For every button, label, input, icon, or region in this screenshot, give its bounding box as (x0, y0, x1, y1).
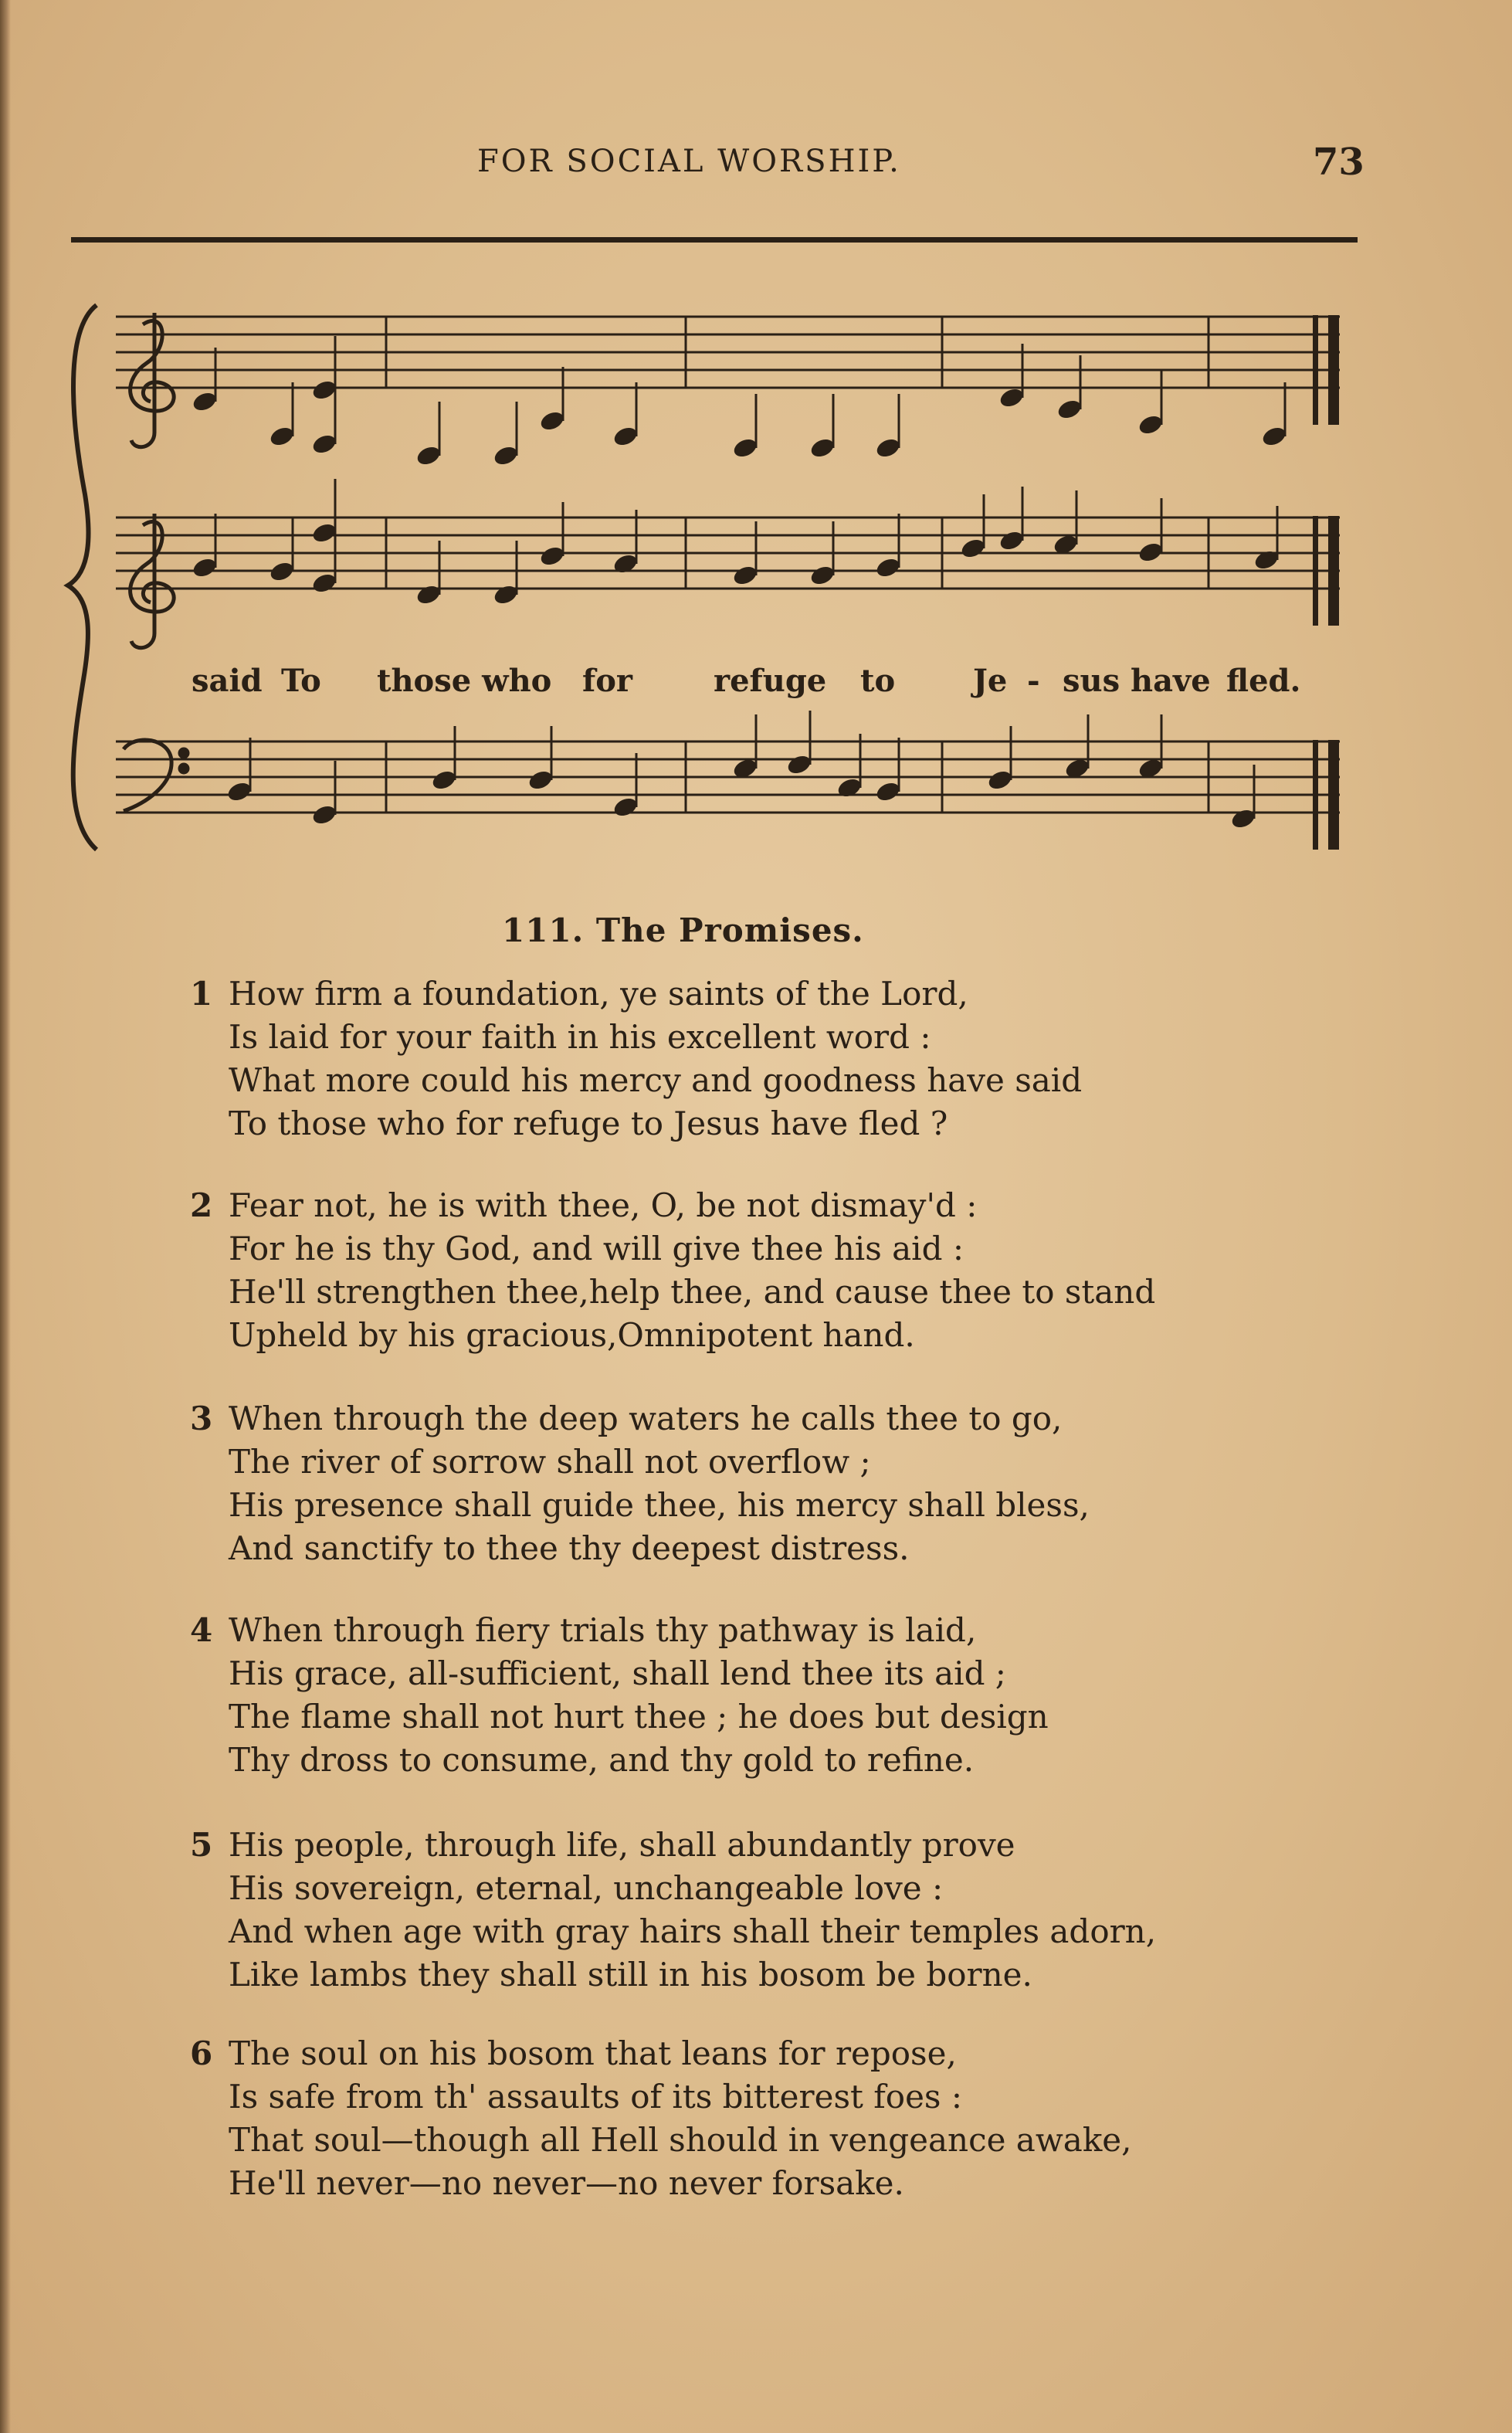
verse-line: His presence shall guide thee, his mercy shall bless, (229, 1486, 1090, 1524)
verse-line: Is safe from th' assaults of its bitterest foes : (229, 2078, 962, 2116)
verse-line: To those who for refuge to Jesus have fled ? (229, 1105, 948, 1142)
verse-line: How firm a foundation, ye saints of the Lord, (229, 975, 968, 1013)
note-head (1260, 425, 1288, 449)
note-head (731, 436, 759, 460)
verse-line: And when age with gray hairs shall their temples adorn, (229, 1912, 1157, 1950)
note-head (809, 564, 836, 588)
lyric-word: To (281, 663, 321, 699)
verse-number: 3 (190, 1400, 213, 1437)
lyric-word: to (860, 663, 896, 699)
verse-number: 4 (190, 1611, 213, 1649)
note-head (492, 444, 520, 468)
note-head (874, 436, 902, 460)
brace (68, 305, 97, 850)
note-head (612, 796, 639, 819)
verse-line: Like lambs they shall still in his bosom be borne. (229, 1956, 1032, 1994)
lyric-word: fled. (1226, 663, 1301, 699)
note-head (310, 572, 338, 596)
note-head (191, 556, 219, 580)
verse-line: His grace, all-sufficient, shall lend thee its aid ; (229, 1654, 1006, 1692)
note-head (1137, 413, 1165, 437)
verse-number: 2 (190, 1186, 213, 1224)
lyric-word: refuge (714, 663, 827, 699)
note-head (527, 769, 554, 792)
verse-number: 1 (190, 975, 213, 1013)
verse-line: He'll never—no never—no never forsake. (229, 2164, 904, 2202)
note-head (612, 552, 639, 576)
hymn-title: 111. The Promises. (502, 911, 864, 949)
note-head (1056, 398, 1083, 422)
treble-clef-middle (131, 514, 175, 648)
note-head (731, 564, 759, 588)
lyric-word: sus have (1063, 663, 1211, 699)
running-title: FOR SOCIAL WORSHIP. (477, 144, 901, 179)
verse-number: 5 (190, 1826, 213, 1864)
verse-line: Thy dross to consume, and thy gold to refine. (229, 1741, 975, 1779)
note-head (538, 545, 566, 568)
note-head (310, 803, 338, 827)
verse-line: What more could his mercy and goodness have said (229, 1061, 1083, 1099)
note-head (430, 769, 458, 792)
note-head (998, 386, 1026, 410)
lyric-word: - (1027, 663, 1040, 699)
verse-line: His people, through life, shall abundantly prove (229, 1826, 1015, 1864)
verse-line: When through fiery trials thy pathway is laid, (229, 1611, 977, 1649)
barlines (386, 317, 1209, 813)
note-head (268, 560, 296, 584)
verse-line: Fear not, he is with thee, O, be not dismay'd : (229, 1186, 978, 1224)
lyric-word: Je (973, 663, 1008, 699)
verse-line: For he is thy God, and will give thee his aid : (229, 1230, 964, 1267)
bass-clef (124, 740, 171, 811)
note-head (1229, 807, 1257, 831)
verse-number: 6 (190, 2034, 213, 2072)
note-head (268, 425, 296, 449)
note-head (1253, 548, 1280, 572)
note-head (310, 433, 338, 456)
lyric-word: said (192, 663, 263, 699)
bass-clef-dot-2 (180, 765, 188, 772)
note-head (538, 409, 566, 433)
note-head (310, 378, 338, 402)
note-head (1137, 541, 1165, 565)
music-score (0, 0, 1512, 865)
note-head (809, 436, 836, 460)
note-head (959, 537, 987, 561)
bass-clef-dot-1 (180, 749, 188, 757)
verse-line: The flame shall not hurt thee ; he does but design (229, 1698, 1049, 1736)
verse-line: That soul—though all Hell should in vengeance awake, (229, 2121, 1132, 2159)
verse-line: And sanctify to thee thy deepest distress. (229, 1529, 910, 1567)
verse-line: The soul on his bosom that leans for repose, (229, 2034, 957, 2072)
verse-line: Upheld by his gracious,Omnipotent hand. (229, 1316, 915, 1354)
notes (191, 336, 1288, 830)
lyric-word: those who (377, 663, 552, 699)
note-head (874, 780, 902, 804)
lyric-word: for (582, 663, 632, 699)
final-barlines (1313, 315, 1339, 850)
staff-lines (116, 317, 1340, 813)
note-head (225, 780, 253, 804)
note-head (415, 444, 442, 468)
note-head (415, 583, 442, 607)
verse-line: He'll strengthen thee,help thee, and cause thee to stand (229, 1273, 1156, 1311)
verse-line: The river of sorrow shall not overflow ; (229, 1443, 871, 1481)
verse-line: When through the deep waters he calls thee to go, (229, 1400, 1063, 1437)
note-head (874, 556, 902, 580)
note-head (310, 521, 338, 545)
note-head (998, 529, 1026, 553)
note-head (492, 583, 520, 607)
page-number: 73 (1313, 141, 1365, 184)
note-head (836, 776, 863, 800)
verse-line: His sovereign, eternal, unchangeable love : (229, 1869, 944, 1907)
verse-line: Is laid for your faith in his excellent word : (229, 1018, 931, 1056)
note-head (191, 390, 219, 414)
treble-clef-top (131, 313, 175, 447)
note-head (612, 425, 639, 449)
note-head (785, 753, 813, 777)
note-head (986, 769, 1014, 792)
